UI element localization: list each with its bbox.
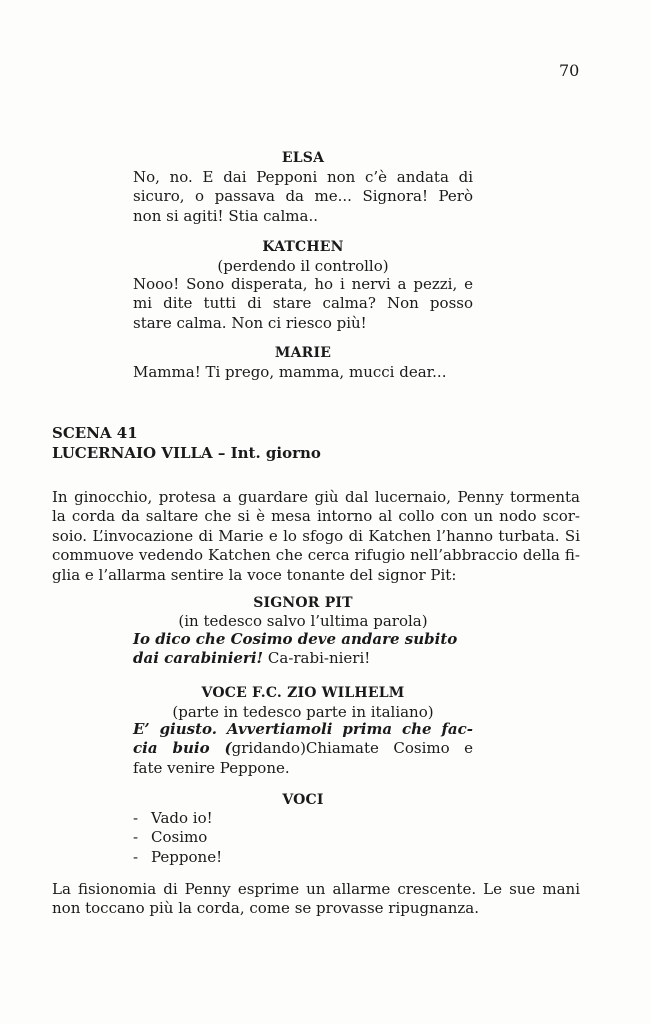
- action-line: La fisionomia di Penny esprime un allarme crescente. Le sue mani: [52, 880, 580, 898]
- dialogue-line: [133, 739, 473, 758]
- voci-list: [133, 809, 222, 867]
- action-paragraph: [52, 488, 580, 585]
- parenthetical-pit: (in tedesco salvo l’ultima parola): [178, 612, 428, 630]
- action-line: In ginocchio, protesa a guardare giù dal lucernaio, Penny tormenta: [52, 488, 580, 506]
- action-line: glia e l’allarma sentire la voce tonante del signor Pit:: [52, 565, 457, 584]
- action-line: soio. L’invocazione di Marie e lo sfogo di Katchen l’hanno turbata. Si: [52, 526, 580, 545]
- speaker-marie: MARIE: [274, 345, 332, 361]
- dialogue-text: gridando)Chiamate Cosimo e: [231, 739, 473, 758]
- speaker-zio-wilhelm: VOCE F.C. ZIO WILHELM: [201, 685, 405, 701]
- dialogue-line: fate venire Peppone.: [133, 758, 290, 777]
- dialogue-line: sicuro, o passava da me... Signora! Però: [133, 187, 473, 206]
- scene-heading: [52, 424, 321, 463]
- speaker-katchen: KATCHEN: [262, 239, 344, 255]
- parenthetical-wilhelm: (parte in tedesco parte in italiano): [172, 703, 434, 721]
- action-paragraph: [52, 880, 580, 919]
- dialogue-emphasis: dai carabinieri!: [133, 649, 264, 668]
- action-line: non toccano più la corda, come se provasse ripugnanza.: [52, 899, 480, 918]
- dialogue-wilhelm: [133, 720, 473, 778]
- dialogue-line: No, no. E dai Pepponi non c’è andata di: [133, 168, 473, 186]
- list-item: - Vado io!: [133, 809, 222, 828]
- page-number: 70: [559, 61, 580, 80]
- speaker-elsa: ELSA: [281, 150, 325, 166]
- dialogue-line: Io dico che Cosimo deve andare subito: [133, 630, 458, 648]
- dialogue-line: non si agiti! Stia calma..: [133, 206, 319, 225]
- dialogue-line: stare calma. Non ci riesco più!: [133, 313, 367, 332]
- dialogue-line: Nooo! Sono disperata, ho i nervi a pezzi, e: [133, 275, 473, 293]
- scene-location: LUCERNAIO VILLA – Int. giorno: [52, 443, 321, 462]
- dialogue-katchen: [133, 275, 473, 333]
- list-item: - Cosimo: [133, 828, 222, 847]
- dialogue-elsa: [133, 168, 473, 226]
- list-item: - Peppone!: [133, 848, 222, 867]
- dialogue-line: Mamma! Ti prego, mamma, mucci dear...: [133, 363, 447, 381]
- dialogue-line: E’ giusto. Avvertiamoli prima che fac-: [133, 720, 473, 738]
- dialogue-marie: [133, 363, 473, 382]
- parenthetical-katchen: (perdendo il controllo): [217, 257, 389, 275]
- dialogue-line: [133, 649, 473, 668]
- action-line: commuove vedendo Katchen che cerca rifugio nell’abbraccio della fi-: [52, 546, 580, 565]
- speaker-signor-pit: SIGNOR PIT: [253, 595, 353, 611]
- dialogue-pit: [133, 630, 473, 669]
- action-line: la corda da saltare che si è mesa intorno al collo con un nodo scor-: [52, 507, 580, 526]
- scene-number: SCENA 41: [52, 424, 138, 442]
- dialogue-line: mi dite tutti di stare calma? Non posso: [133, 294, 473, 313]
- dialogue-emphasis: cia buio (: [133, 739, 232, 758]
- dialogue-text: Ca-rabi-nieri!: [263, 649, 371, 668]
- speaker-voci: VOCI: [282, 792, 324, 808]
